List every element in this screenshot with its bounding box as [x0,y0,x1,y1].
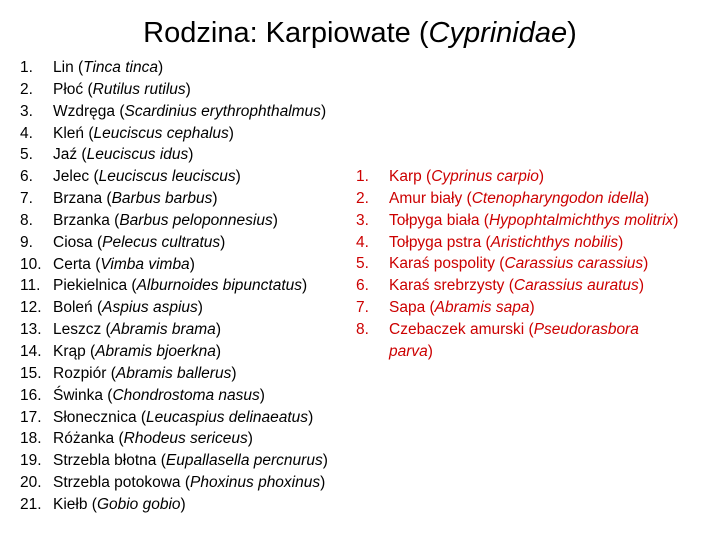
common-name: Amur biały [389,189,463,207]
species-list-item: 4. Kleń (Leuciscus cephalus) [20,123,328,145]
native-species-list [20,57,328,516]
species-list-item: 18. Różanka (Rhodeus sericeus) [20,428,328,450]
item-number: 6. [20,168,33,186]
species-list-item: 7. Sapa (Abramis sapa) [356,297,687,319]
item-number: 2. [356,189,369,207]
common-name: Kleń [53,124,85,142]
item-number: 14. [20,342,42,360]
scientific-name: Rhodeus sericeus [123,430,248,448]
scientific-name: Scardinius erythrophthalmus [124,102,321,120]
scientific-name: Ctenopharyngodon idella [471,189,645,207]
scientific-name: Abramis bjoerkna [95,342,216,360]
scientific-name: Leuciscus idus [86,146,189,164]
introduced-species-list [356,166,687,363]
item-number: 8. [20,211,33,229]
item-number: 1. [20,59,33,76]
common-name: Różanka [53,430,115,448]
scientific-name: Gobio gobio [96,495,181,513]
scientific-name: Alburnoides bipunctatus [136,277,303,295]
common-name: Tołpyga pstra [389,233,482,251]
title-scientific-name: Cyprinidae [428,17,568,49]
common-name: Płoć [53,80,84,98]
item-number: 12. [20,299,42,317]
common-name: Karp [389,168,422,185]
item-number: 7. [20,190,33,208]
scientific-name: Pelecus cultratus [102,233,221,251]
species-list-item: 12. Boleń (Aspius aspius) [20,297,328,319]
common-name: Czebaczek amurski [389,320,525,338]
item-number: 4. [20,124,33,142]
item-number: 21. [20,495,42,513]
species-list-item: 11. Piekielnica (Alburnoides bipunctatus) [20,275,328,297]
scientific-name: Barbus peloponnesius [119,211,273,229]
scientific-name: Rutilus rutilus [92,80,186,98]
item-number: 2. [20,80,33,98]
item-number: 10. [20,255,42,273]
species-list-item: 2. Płoć (Rutilus rutilus) [20,79,328,101]
item-number: 3. [356,211,369,229]
species-list-item: 21. Kiełb (Gobio gobio) [20,494,328,516]
scientific-name: Abramis sapa [434,299,530,317]
species-list-item: 6. Karaś srebrzysty (Carassius auratus) [356,275,687,297]
item-number: 1. [356,168,369,185]
scientific-name: Carassius carassius [504,255,644,273]
common-name: Świnka [53,386,103,404]
scientific-name: Carassius auratus [513,277,639,295]
scientific-name: Eupallasella percnurus [165,452,323,470]
common-name: Kiełb [53,495,88,513]
item-number: 4. [356,233,369,251]
species-list-item: 15. Rozpiór (Abramis ballerus) [20,363,328,385]
item-number: 19. [20,452,42,470]
scientific-name: Tinca tinca [83,59,158,76]
scientific-name: Hypophtalmichthys molitrix [488,211,674,229]
item-number: 8. [356,320,369,338]
common-name: Jelec [53,168,90,186]
common-name: Ciosa [53,233,93,251]
common-name: Rozpiór [53,364,107,382]
common-name: Piekielnica [53,277,128,295]
species-list-item: 19. Strzebla błotna (Eupallasella percnurus) [20,450,328,472]
species-list-item: 8. Czebaczek amurski (Pseudorasbora parva) [356,320,639,360]
item-number: 3. [20,102,33,120]
species-list-item: 8. Brzanka (Barbus peloponnesius) [20,210,328,232]
common-name: Tołpyga biała [389,211,480,229]
item-number: 13. [20,321,42,339]
slide-title [0,15,720,51]
item-number: 7. [356,299,369,317]
item-number: 17. [20,408,42,426]
species-list-item: 5. Jaź (Leuciscus idus) [20,144,328,166]
scientific-name: Leuciscus leuciscus [98,168,236,186]
item-number: 11. [20,277,41,295]
common-name: Strzebla błotna [53,452,157,470]
common-name: Strzebla potokowa [53,474,181,492]
species-list-item: 13. Leszcz (Abramis brama) [20,319,328,341]
scientific-name: Phoxinus phoxinus [190,474,321,492]
item-number: 18. [20,430,42,448]
scientific-name: Cyprinus carpio [431,168,539,185]
common-name: Leszcz [53,321,102,339]
scientific-name: Leuciscus cephalus [93,124,229,142]
item-number: 5. [20,146,33,164]
scientific-name: Barbus barbus [111,190,213,208]
item-number: 15. [20,364,42,382]
common-name: Lin [53,59,74,76]
item-number: 20. [20,474,42,492]
species-list-item: 1. Lin (Tinca tinca) [20,57,328,79]
species-list-item: 17. Słonecznica (Leucaspius delinaeatus) [20,407,328,429]
scientific-name: Pseudorasbora parva [389,320,639,360]
scientific-name: Aspius aspius [102,299,198,317]
common-name: Sapa [389,299,426,317]
title-suffix: ) [567,17,577,49]
common-name: Słonecznica [53,408,137,426]
common-name: Wzdręga [53,102,116,120]
species-list-item: 6. Jelec (Leuciscus leuciscus) [20,166,328,188]
item-number: 5. [356,255,369,273]
species-list-item: 16. Świnka (Chondrostoma nasus) [20,385,328,407]
species-list-item: 20. Strzebla potokowa (Phoxinus phoxinus) [20,472,328,494]
scientific-name: Leucaspius delinaeatus [146,408,309,426]
scientific-name: Abramis ballerus [115,364,232,382]
common-name: Brzanka [53,211,110,229]
common-name: Krąp [53,342,86,360]
common-name: Boleń [53,299,93,317]
species-list-item: 1. Karp (Cyprinus carpio) [356,166,687,188]
item-number: 6. [356,277,369,295]
scientific-name: Abramis brama [110,321,216,339]
common-name: Certa [53,255,91,273]
species-list-item: 10. Certa (Vimba vimba) [20,254,328,276]
species-list-item: 7. Brzana (Barbus barbus) [20,188,328,210]
scientific-name: Chondrostoma nasus [112,386,260,404]
scientific-name: Aristichthys nobilis [490,233,619,251]
species-list-item: 14. Krąp (Abramis bjoerkna) [20,341,328,363]
item-number: 16. [20,386,42,404]
species-list-item: 3. Tołpyga biała (Hypophtalmichthys molitrix) [356,210,687,232]
title-prefix: Rodzina: Karpiowate ( [143,17,429,49]
common-name: Jaź [53,146,78,164]
common-name: Brzana [53,190,103,208]
scientific-name: Vimba vimba [100,255,190,273]
species-list-item: 5. Karaś pospolity (Carassius carassius) [356,253,687,275]
species-list-item: 9. Ciosa (Pelecus cultratus) [20,232,328,254]
species-list-item: 4. Tołpyga pstra (Aristichthys nobilis) [356,232,687,254]
common-name: Karaś pospolity [389,255,495,273]
common-name: Karaś srebrzysty [389,277,505,295]
species-list-item: 2. Amur biały (Ctenopharyngodon idella) [356,188,687,210]
item-number: 9. [20,233,33,251]
species-list-item: 3. Wzdręga (Scardinius erythrophthalmus) [20,101,328,123]
